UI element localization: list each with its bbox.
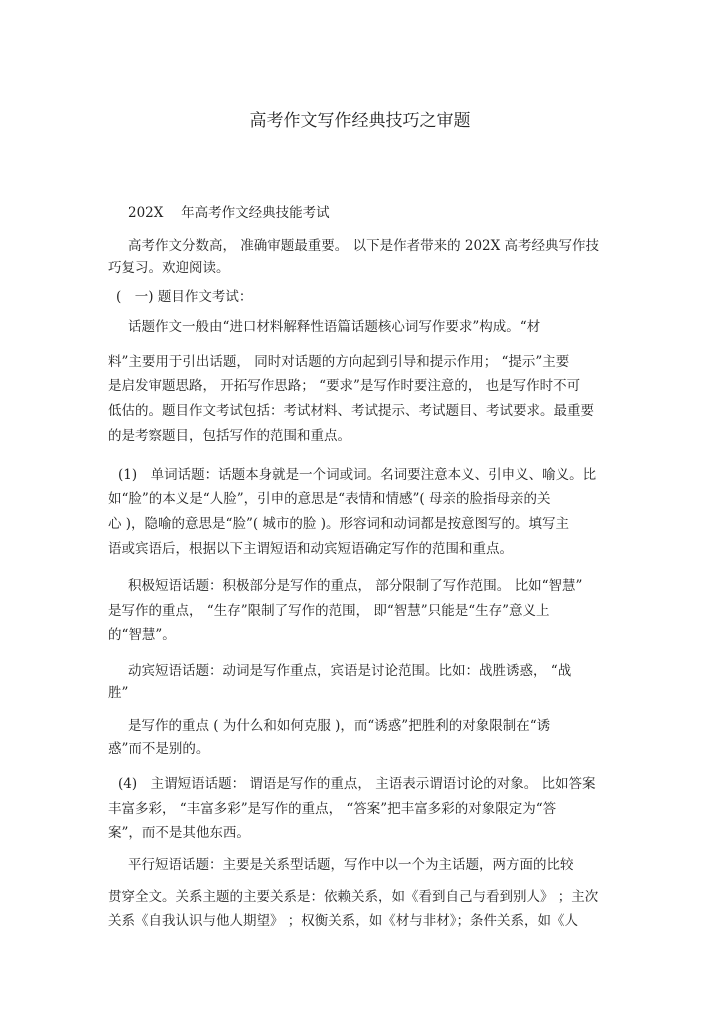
paragraph-line: (4) 主谓短语话题： 谓语是写作的重点， 主语表示谓语讨论的对象。 比如答案 [118, 776, 596, 792]
page-title: 高考作文写作经典技巧之审题 [249, 111, 471, 131]
paragraph-line: 是写作的重点， “生存”限制了写作的范围， 即“智慧”只能是“生存”意义上 [108, 603, 550, 619]
paragraph-line: 的是考察题目，包括写作的范围和重点。 [108, 428, 351, 444]
paragraph-line: 关系《自我认识与他人期望》 ；权衡关系，如《材与非材》；条件关系，如《人 [108, 913, 579, 929]
subtitle: 202X 年高考作文经典技能考试 [128, 205, 330, 221]
paragraph-line: (1) 单词话题：话题本身就是一个词或词。名词要注意本义、引申义、喻义。比 [118, 467, 597, 483]
paragraph-line: 是启发审题思路， 开拓写作思路； “要求”是写作时要注意的， 也是写作时不可 [108, 378, 581, 394]
paragraph-line: 胜” [108, 685, 129, 701]
paragraph-line: 贯穿全文。关系主题的主要关系是：依赖关系，如《看到自己与看到别人》 ；主次 [108, 889, 599, 905]
paragraph-line: 如“脸”的本义是“人脸”，引申的意思是“表情和情感”( 母亲的脸指母亲的关 [108, 491, 551, 507]
section-heading: ( 一) 题目作文考试： [116, 289, 253, 305]
paragraph-line: 动宾短语话题：动词是写作重点，宾语是讨论范围。比如：战胜诱惑， “战 [128, 663, 572, 679]
paragraph-line: 料”主要用于引出话题， 同时对话题的方向起到引导和提示作用； “提示”主要 [108, 354, 570, 370]
paragraph-line: 平行短语话题：主要是关系型话题，写作中以一个为主话题，两方面的比较 [128, 857, 574, 873]
paragraph-line: 惑”而不是别的。 [108, 741, 210, 757]
paragraph-line: 的“智慧”。 [108, 627, 176, 643]
paragraph-line: 话题作文一般由“进口材料解释性语篇话题核心词写作要求”构成。“材 [128, 319, 541, 335]
paragraph-line: 是写作的重点 ( 为什么和如何克服 )，而“诱惑”把胜利的对象限制在“诱 [128, 718, 551, 734]
paragraph-line: 积极短语话题：积极部分是写作的重点， 部分限制了写作范围。 比如“智慧” [128, 578, 583, 594]
paragraph-line: 丰富多彩， “丰富多彩”是写作的重点， “答案”把丰富多彩的对象限定为“答 [108, 801, 557, 817]
paragraph-line: 心 )，隐喻的意思是“脸”( 城市的脸 )。形容词和动词都是按意图写的。填写主 [108, 516, 569, 532]
paragraph-line: 巧复习。欢迎阅读。 [108, 260, 230, 276]
paragraph-line: 案”，而不是其他东西。 [108, 825, 250, 841]
paragraph-line: 高考作文分数高， 准确审题最重要。 以下是作者带来的 202X 高考经典写作技 [128, 238, 600, 254]
paragraph-line: 语或宾语后，根据以下主谓短语和动宾短语确定写作的范围和重点。 [108, 541, 513, 557]
paragraph-line: 低估的。题目作文考试包括：考试材料、考试提示、考试题目、考试要求。最重要 [108, 403, 594, 419]
